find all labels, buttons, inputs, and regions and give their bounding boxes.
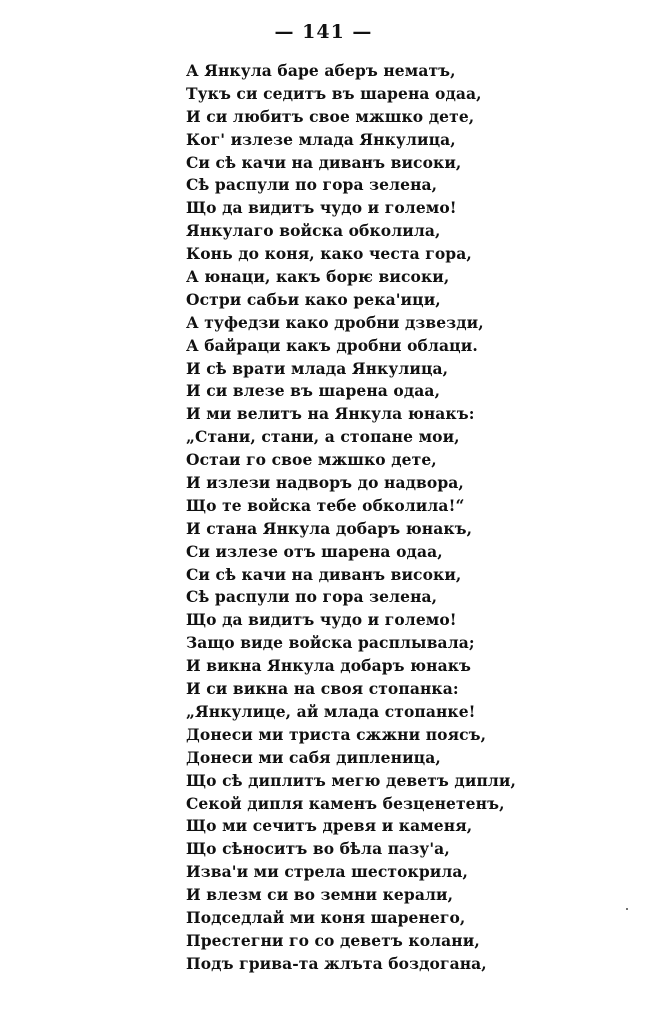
poem-line: Сѣ распули по гора зелена, — [186, 587, 438, 607]
poem-line: А юнаци, какъ борѥ високи, — [186, 267, 450, 287]
poem-line: Що те войска тебе обколила!“ — [186, 495, 465, 515]
poem-line: Донеси ми сабя дипленица, — [186, 747, 441, 767]
poem-line: И си влезе въ шарена одаа, — [186, 381, 441, 401]
poem-line: И викна Янкула добаръ юнакъ — [186, 656, 472, 676]
poem-line: Що сѣноситъ во бѣла пазу'а, — [186, 839, 450, 859]
poem-line: Подъ грива-та жлъта боздогана, — [186, 953, 487, 973]
poem-line: Що ми сечитъ древя и каменя, — [186, 816, 473, 836]
page-number: — 141 — — [274, 21, 373, 43]
poem-line: Донеси ми триста сжжни поясъ, — [186, 724, 487, 744]
poem-line: И си любитъ свое мжшко дете, — [186, 106, 475, 126]
poem-line: И влезм си во земни керали, — [186, 885, 454, 905]
print-speck — [626, 908, 628, 910]
poem-line: Тукъ си седитъ въ шарена одаа, — [186, 83, 482, 103]
poem-line: И стана Янкула добаръ юнакъ, — [186, 518, 473, 538]
poem-line: „Янкулице, ай млада стопанке! — [186, 701, 476, 721]
poem-line: Ког' излезе млада Янкулица, — [186, 129, 456, 149]
poem-line: Си сѣ качи на диванъ високи, — [186, 152, 462, 172]
poem-line: И сѣ врати млада Янкулица, — [186, 358, 449, 378]
poem-line: И си викна на своя стопанка: — [186, 679, 459, 699]
poem-line: Що да видитъ чудо и големо! — [186, 198, 457, 218]
poem-line: А Янкула баре аберъ нематъ, — [186, 61, 456, 80]
poem-line: Сѣ распули по гора зелена, — [186, 175, 438, 195]
poem-line: Остаи го свое мжшко дете, — [186, 450, 437, 470]
poem-line: Конь до коня, како честа гора, — [186, 244, 472, 264]
poem-line: Подседлай ми коня шаренего, — [186, 907, 466, 927]
poem-line: А туфедзи како дробни дзвезди, — [186, 312, 484, 332]
poem-line: И ми велитъ на Янкула юнакъ: — [186, 404, 475, 424]
poem-line: Що да видитъ чудо и големо! — [186, 610, 457, 630]
poem-line: Защо виде войска расплывала; — [186, 633, 475, 653]
poem-line: Престегни го со деветъ колани, — [186, 930, 480, 950]
poem-text — [186, 60, 626, 976]
poem-line: А байраци какъ дробни облаци. — [186, 335, 478, 355]
poem-line: Изва'и ми стрела шестокрила, — [186, 862, 469, 882]
poem-line: И излези надворъ до надвора, — [186, 473, 464, 493]
poem-line: Си сѣ качи на диванъ високи, — [186, 564, 462, 584]
poem-line: Остри сабьи како река'ици, — [186, 289, 441, 309]
poem-line: Янкулаго войска обколила, — [186, 221, 441, 241]
poem-line: Що сѣ диплитъ мегю деветъ дипли, — [186, 770, 517, 790]
poem-line: Секой дипля каменъ безценетенъ, — [186, 793, 505, 813]
poem-line: „Стани, стани, а стопане мои, — [186, 427, 460, 447]
poem-line: Си излезе отъ шарена одаа, — [186, 541, 443, 561]
